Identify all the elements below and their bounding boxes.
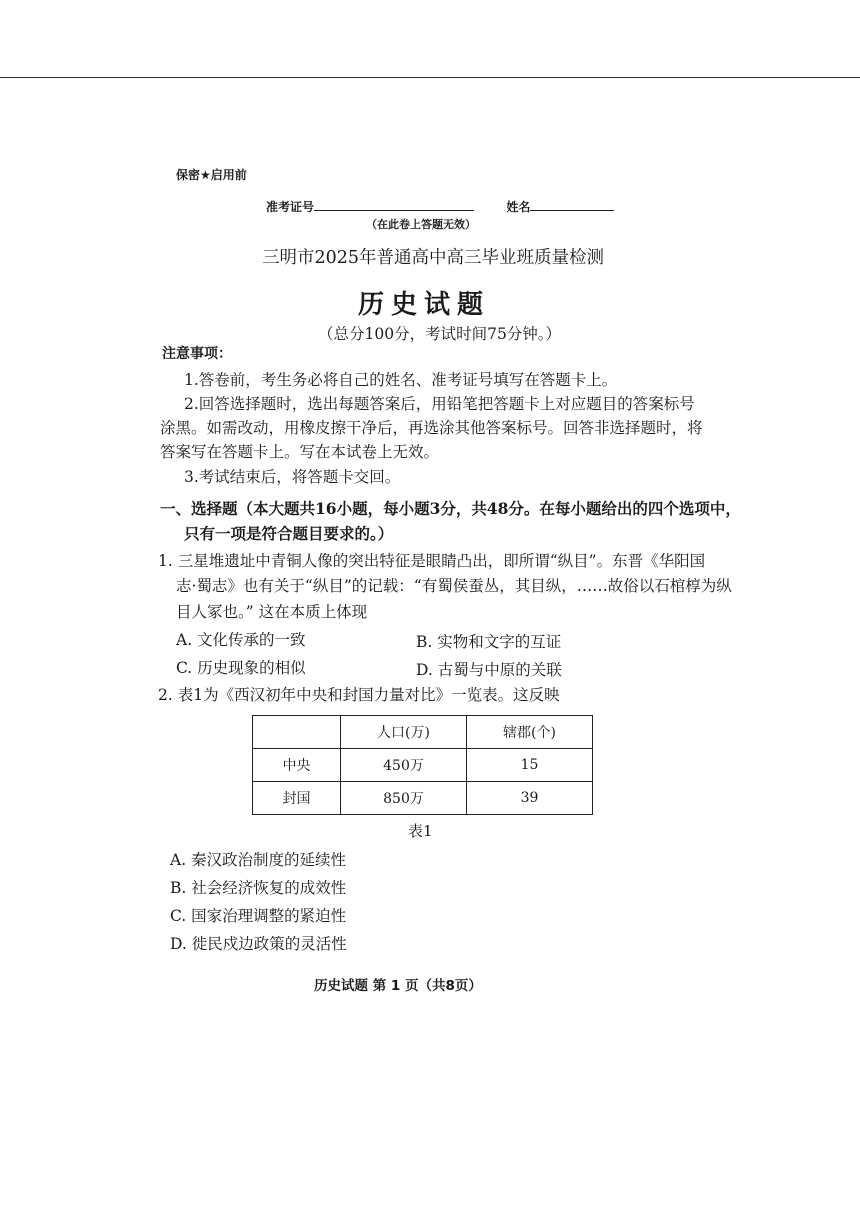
table-cell: 450万 (341, 749, 467, 782)
table-cell: 中央 (253, 749, 341, 782)
exam-id-field (266, 198, 614, 215)
q1-stem-line-1: 1. 三星堆遗址中青铜人像的突出特征是眼睛凸出，即所谓“纵目”。东晋《华阳国 (158, 552, 706, 570)
table-row (253, 782, 593, 815)
table-header-cell: 辖郡(个) (467, 716, 593, 749)
q2-data-table (252, 715, 593, 815)
q1-option-b: B. 实物和文字的互证 (416, 633, 562, 651)
table-cell: 850万 (341, 782, 467, 815)
exam-title: 三明市2025年普通高中高三毕业班质量检测 (262, 248, 605, 268)
table-cell: 15 (467, 749, 593, 782)
table-row (253, 749, 593, 782)
table-caption: 表1 (408, 822, 433, 840)
table-header-row (253, 716, 593, 749)
q2-option-d: D. 徙民戍边政策的灵活性 (170, 935, 347, 953)
q2-option-c: C. 国家治理调整的紧迫性 (170, 907, 347, 925)
q1-option-a: A. 文化传承的一致 (176, 631, 306, 649)
notice-item-1: 1.答卷前，考生务必将自己的姓名、准考证号填写在答题卡上。 (184, 371, 618, 389)
exam-id-label: 准考证号 (266, 200, 315, 214)
q2-option-a: A. 秦汉政治制度的延续性 (170, 851, 347, 869)
confidential-label: 保密★启用前 (176, 168, 247, 182)
invalid-answer-note: （在此卷上答题无效） (366, 218, 476, 231)
notice-item-2-line-1: 2.回答选择题时，选出每题答案后，用铅笔把答题卡上对应题目的答案标号 (184, 395, 695, 413)
section-1-heading-cont: 只有一项是符合题目要求的。） (184, 524, 394, 543)
q1-stem-line-3: 目人冢也。” 这在本质上体现 (176, 603, 368, 621)
q2-option-b: B. 社会经济恢复的成效性 (170, 879, 347, 897)
notice-heading: 注意事项： (162, 346, 232, 362)
top-scan-border (0, 77, 860, 78)
exam-id-blank (314, 199, 474, 211)
q1-option-c: C. 历史现象的相似 (176, 659, 306, 677)
q1-option-d: D. 古蜀与中原的关联 (416, 661, 562, 679)
q1-stem-line-2: 志·蜀志》也有关于“纵目”的记载：“有蜀侯蚕丛，其目纵，……故俗以石棺椁为纵 (176, 577, 732, 595)
notice-item-2-line-2: 涂黑。如需改动，用橡皮擦干净后，再选涂其他答案标号。回答非选择题时，将 (160, 419, 703, 437)
table-cell: 39 (467, 782, 593, 815)
table-header-cell: 人口(万) (341, 716, 467, 749)
page-footer: 历史试题 第 1 页（共8页） (314, 978, 482, 994)
q2-stem: 2. 表1为《西汉初年中央和封国力量对比》一览表。这反映 (158, 686, 560, 704)
name-blank (530, 199, 614, 211)
subject-title: 历史试题 (358, 290, 491, 320)
section-1-heading: 一、选择题（本大题共16小题，每小题3分，共48分。在每小题给出的四个选项中， (160, 499, 741, 518)
score-time-note: （总分100分，考试时间75分钟。） (318, 325, 562, 343)
notice-item-2-line-3: 答案写在答题卡上。写在本试卷上无效。 (160, 443, 440, 461)
name-label: 姓名 (506, 200, 531, 214)
table-header-cell (253, 716, 341, 749)
table-cell: 封国 (253, 782, 341, 815)
notice-item-3: 3.考试结束后，将答题卡交回。 (184, 468, 401, 486)
